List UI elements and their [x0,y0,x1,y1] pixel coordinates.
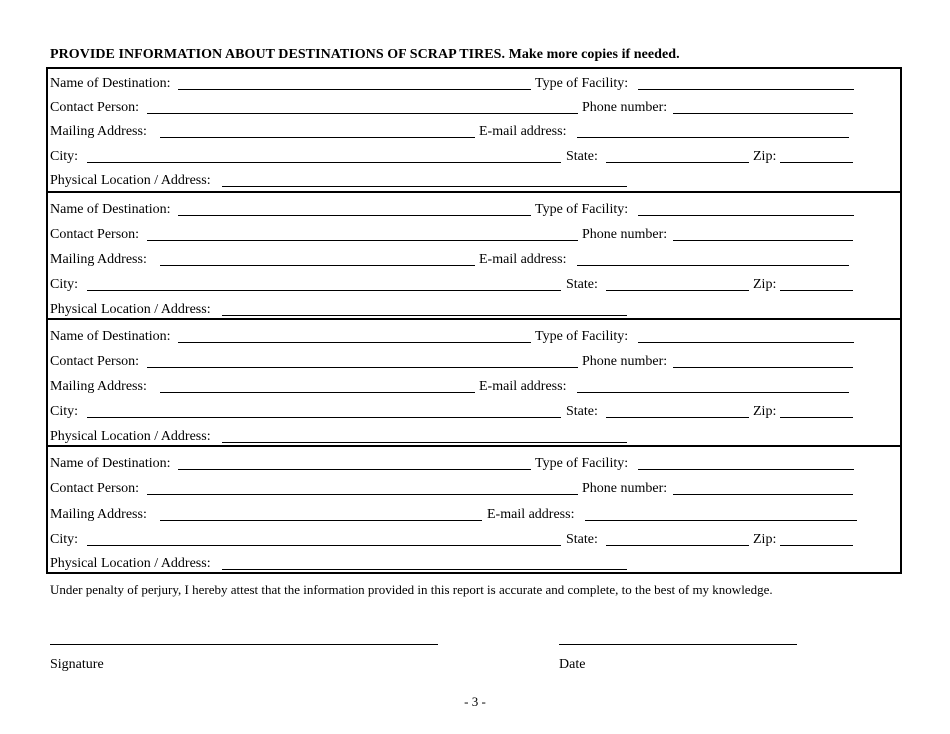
row-city-state-zip [50,402,896,422]
name-of-destination-field[interactable] [178,469,531,470]
email-address-field[interactable] [577,265,849,266]
name-of-destination-label: Name of Destination: [50,76,171,91]
email-address-label: E-mail address: [479,124,567,139]
type-of-facility-label: Type of Facility: [535,329,629,344]
row-contact-phone [50,225,896,245]
zip-field[interactable] [780,545,853,546]
zip-label: Zip: [753,277,777,292]
row-name-type [50,74,896,94]
mailing-address-field[interactable] [160,265,475,266]
row-physical-location [50,427,896,447]
email-address-label: E-mail address: [487,507,575,522]
physical-location-label: Physical Location / Address: [50,302,211,317]
type-of-facility-field[interactable] [638,342,854,343]
phone-number-label: Phone number: [582,481,668,496]
row-contact-phone [50,98,896,118]
email-address-label: E-mail address: [479,379,567,394]
physical-location-field[interactable] [222,442,627,443]
phone-number-label: Phone number: [582,100,668,115]
contact-person-label: Contact Person: [50,100,140,115]
row-name-type [50,454,896,474]
row-physical-location [50,554,896,574]
contact-person-label: Contact Person: [50,481,140,496]
destination-block-2 [48,191,900,320]
city-label: City: [50,532,79,547]
destination-block-4 [48,445,900,574]
city-field[interactable] [87,545,561,546]
page-number: - 3 - [464,694,486,709]
state-field[interactable] [606,545,749,546]
name-of-destination-field[interactable] [178,342,531,343]
row-city-state-zip [50,530,896,550]
type-of-facility-field[interactable] [638,215,854,216]
phone-number-label: Phone number: [582,227,668,242]
name-of-destination-label: Name of Destination: [50,456,171,471]
email-address-label: E-mail address: [479,252,567,267]
row-city-state-zip [50,275,896,295]
contact-person-field[interactable] [147,113,578,114]
type-of-facility-field[interactable] [638,469,854,470]
form-heading: PROVIDE INFORMATION ABOUT DESTINATIONS OF SCRAP TIRES. Make more copies if needed. [50,47,680,62]
phone-number-field[interactable] [673,113,853,114]
city-field[interactable] [87,290,561,291]
email-address-field[interactable] [577,392,849,393]
mailing-address-field[interactable] [160,520,482,521]
contact-person-label: Contact Person: [50,354,140,369]
contact-person-label: Contact Person: [50,227,140,242]
mailing-address-field[interactable] [160,392,475,393]
name-of-destination-label: Name of Destination: [50,202,171,217]
type-of-facility-label: Type of Facility: [535,76,629,91]
row-contact-phone [50,352,896,372]
zip-label: Zip: [753,149,777,164]
email-address-field[interactable] [577,137,849,138]
row-mailing-email [50,377,896,397]
mailing-address-field[interactable] [160,137,475,138]
name-of-destination-label: Name of Destination: [50,329,171,344]
phone-number-field[interactable] [673,240,853,241]
phone-number-field[interactable] [673,494,853,495]
physical-location-label: Physical Location / Address: [50,173,211,188]
zip-label: Zip: [753,404,777,419]
state-field[interactable] [606,417,749,418]
row-city-state-zip [50,147,896,167]
name-of-destination-field[interactable] [178,89,531,90]
phone-number-label: Phone number: [582,354,668,369]
zip-field[interactable] [780,290,853,291]
state-label: State: [566,149,598,164]
zip-label: Zip: [753,532,777,547]
contact-person-field[interactable] [147,494,578,495]
mailing-address-label: Mailing Address: [50,507,147,522]
email-address-field[interactable] [585,520,857,521]
mailing-address-label: Mailing Address: [50,379,147,394]
signature-field[interactable] [50,644,438,645]
type-of-facility-field[interactable] [638,89,854,90]
mailing-address-label: Mailing Address: [50,124,147,139]
signature-label: Signature [50,657,104,672]
name-of-destination-field[interactable] [178,215,531,216]
row-mailing-email [50,505,896,525]
destination-block-1 [48,69,900,191]
row-physical-location [50,300,896,320]
physical-location-field[interactable] [222,569,627,570]
state-label: State: [566,532,598,547]
destinations-form [46,67,902,574]
physical-location-label: Physical Location / Address: [50,429,211,444]
destination-block-3 [48,318,900,447]
phone-number-field[interactable] [673,367,853,368]
city-label: City: [50,277,79,292]
city-label: City: [50,404,79,419]
city-field[interactable] [87,417,561,418]
date-field[interactable] [559,644,797,645]
attestation-statement: Under penalty of perjury, I hereby attest that the information provided in this report is accurate and complete, to the best of my knowledge. [50,582,773,597]
contact-person-field[interactable] [147,367,578,368]
zip-field[interactable] [780,162,853,163]
physical-location-field[interactable] [222,186,627,187]
row-physical-location [50,171,896,191]
city-field[interactable] [87,162,561,163]
mailing-address-label: Mailing Address: [50,252,147,267]
state-label: State: [566,404,598,419]
zip-field[interactable] [780,417,853,418]
type-of-facility-label: Type of Facility: [535,456,629,471]
row-name-type [50,327,896,347]
row-mailing-email [50,250,896,270]
city-label: City: [50,149,79,164]
contact-person-field[interactable] [147,240,578,241]
row-name-type [50,200,896,220]
state-field[interactable] [606,162,749,163]
physical-location-label: Physical Location / Address: [50,556,211,571]
row-mailing-email [50,122,896,142]
state-label: State: [566,277,598,292]
row-contact-phone [50,479,896,499]
type-of-facility-label: Type of Facility: [535,202,629,217]
date-label: Date [559,657,586,672]
state-field[interactable] [606,290,749,291]
physical-location-field[interactable] [222,315,627,316]
